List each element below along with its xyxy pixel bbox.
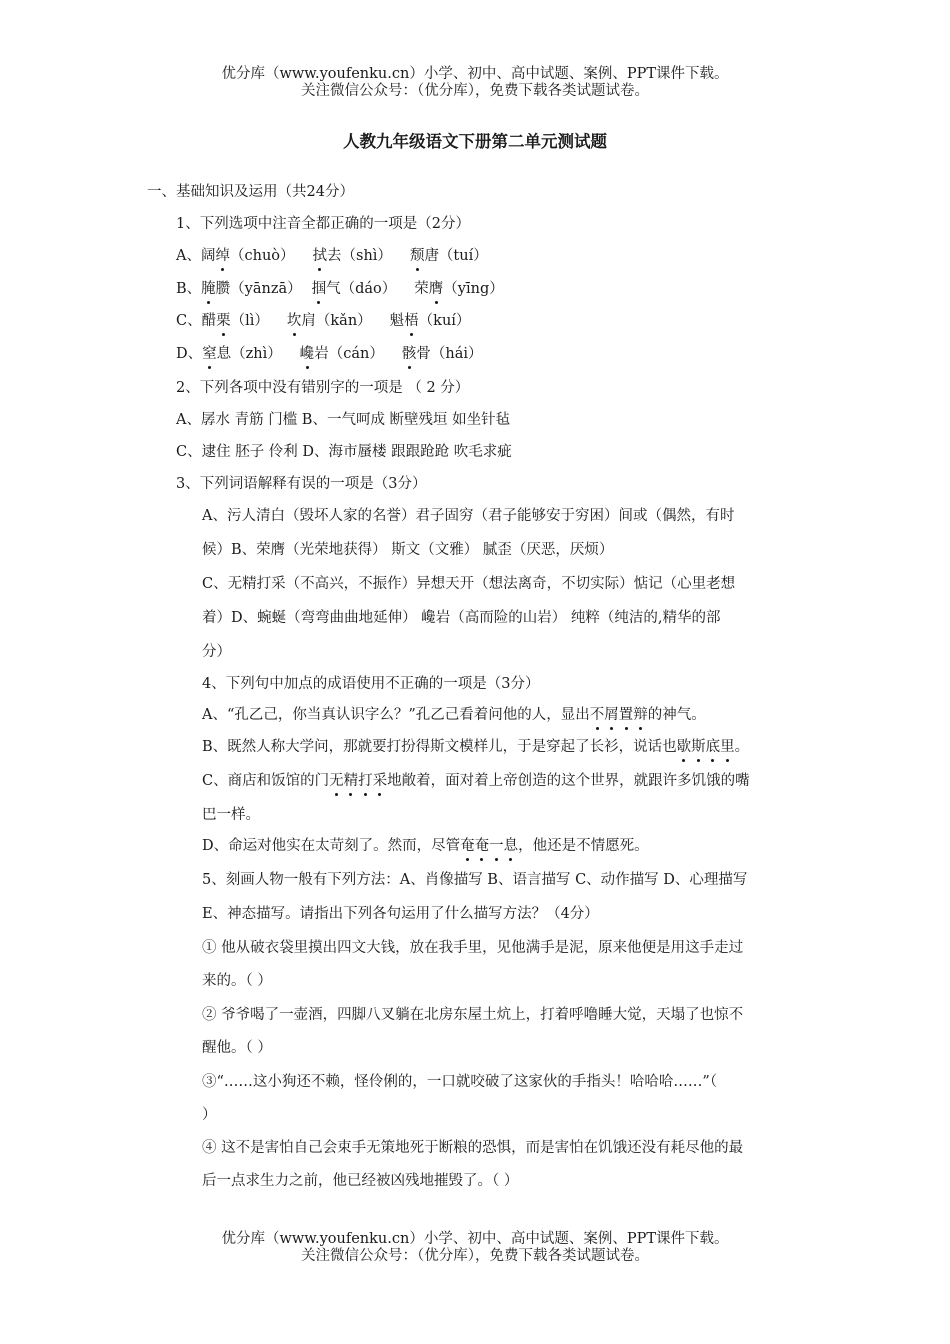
q4-option-c xyxy=(202,771,750,791)
q4a-pre: A、“孔乙己，你当真认识字么？”孔乙己看着问他的人，显出 xyxy=(202,707,590,723)
q1a-w2-rest: 去（shì） xyxy=(327,248,392,264)
q4b-pre: B、既然人称大学问，那就要打扮得斯文模样儿，于是穿起了长衫，说话也 xyxy=(202,739,677,755)
q5-item-4-line-2: 后一点求生力之前，他已经被凶残地摧毁了。（ ） xyxy=(202,1173,519,1189)
q4c-dot-4: 采 xyxy=(372,773,388,789)
q1c-w3-pinyin: （kuí） xyxy=(418,313,471,329)
q4-option-c-cont: 巴一样。 xyxy=(202,807,260,823)
q1-stem: 1、下列选项中注音全都正确的一项是（2分） xyxy=(176,216,470,232)
header-line-1: 优分库（www.youfenku.cn）小学、初中、高中试题、案例、PPT课件下载。 xyxy=(221,66,729,82)
q5-item-3-line-1: ③“……这小狗还不赖，怪伶俐的，一口就咬破了这家伙的手指头！哈哈哈……”（ xyxy=(202,1074,718,1090)
q1b-lead: B、 xyxy=(176,281,202,297)
q4a-dot-1: 不 xyxy=(589,707,605,723)
q3-line-4: 着）D、蜿蜒（弯弯曲曲地延伸） 巉岩（高而险的山岩） 纯粹（纯洁的,精华的部 xyxy=(202,610,721,626)
q1d-w2-dot: 巉 xyxy=(299,346,315,362)
q2-options-cd: C、逮住 胚子 伶利 D、海市蜃楼 跟跟跄跄 吹毛求疵 xyxy=(176,444,512,460)
q1-option-a xyxy=(176,246,488,266)
q4-stem: 4、下列句中加点的成语使用不正确的一项是（3分） xyxy=(202,676,540,692)
q1-option-c xyxy=(176,311,470,331)
q4c-post: 地敞着，面对着上帝创造的这个世界，就跟许多饥饿的嘴 xyxy=(387,773,750,789)
footer-line-2: 关注微信公众号：（优分库），免费下载各类试题试卷。 xyxy=(301,1248,649,1264)
q1b-w3-pinyin: （yīng） xyxy=(443,281,504,297)
q1c-w1-dot: 栗 xyxy=(216,313,231,329)
header-line-2: 关注微信公众号：（优分库），免费下载各类试题试卷。 xyxy=(301,83,649,99)
q4b-dot-4: 里 xyxy=(720,739,735,755)
q4d-dot-4: 息 xyxy=(503,838,519,854)
q4a-post: 的神气。 xyxy=(647,707,706,723)
page-header xyxy=(0,66,950,100)
q1a-w1-dot: 绰 xyxy=(215,248,230,264)
q3-line-1: A、污人清白（毁坏人家的名誉）君子固穷（君子能够安于穷困）间或（偶然，有时 xyxy=(202,508,735,524)
q4d-dot-2: 奄 xyxy=(474,838,490,854)
q1d-lead: D、 xyxy=(176,346,203,362)
q1a-w1-pinyin: （chuò） xyxy=(229,248,295,264)
q5-item-4-line-1: ④ 这不是害怕自己会束手无策地死于断粮的恐惧，而是害怕在饥饿还没有耗尽他的最 xyxy=(202,1140,744,1156)
q1c-w3-dot: 梧 xyxy=(404,313,419,329)
q2-options-ab: A、孱水 青筋 门槛 B、一气呵成 断壁残垣 如坐针毡 xyxy=(176,412,511,428)
page-footer xyxy=(0,1231,950,1265)
q1c-w2-rest: 肩（kǎn） xyxy=(301,313,372,329)
q4-option-d xyxy=(202,836,649,856)
q5-item-3-line-2: ） xyxy=(202,1107,217,1123)
q1c-lead: C、醋 xyxy=(176,313,217,329)
q4b-dot-1: 歇 xyxy=(676,739,692,755)
q4c-dot-1: 无 xyxy=(329,773,344,789)
q4-option-b xyxy=(202,737,749,757)
q4d-dot-1: 奄 xyxy=(460,838,475,854)
q1a-lead: A、阔 xyxy=(176,248,216,264)
q5-stem-1: 5、刻画人物一般有下列方法：A、肖像描写 B、语言描写 C、动作描写 D、心理描写 xyxy=(202,872,748,888)
q1c-w1-pinyin: （lì） xyxy=(230,313,269,329)
q4c-pre: C、商店和饭馆的门 xyxy=(202,773,330,789)
page-title: 人教九年级语文下册第二单元测试题 xyxy=(343,132,607,151)
q1b-w3-pre: 荣 xyxy=(414,281,429,297)
q4b-post: 。 xyxy=(734,739,750,755)
q1b-w2-dot: 掴 xyxy=(311,281,327,297)
q1d-w1-rest: 息（zhì） xyxy=(216,346,282,362)
q5-item-1-line-2: 来的。（ ） xyxy=(202,973,272,989)
q4a-dot-2: 屑 xyxy=(604,707,619,723)
q3-line-2: 候）B、荣膺（光荣地获得） 斯文（文雅） 腻歪（厌恶，厌烦） xyxy=(202,542,614,558)
q1d-w3-rest: 骨（hái） xyxy=(416,346,483,362)
q3-line-5: 分） xyxy=(202,644,231,660)
q1a-w2-dot: 拭 xyxy=(312,248,328,264)
q4d-post: ，他还是不情愿死。 xyxy=(518,838,649,854)
q5-item-2-line-2: 醒他。（ ） xyxy=(202,1040,272,1056)
q1c-w3-pre: 魁 xyxy=(389,313,405,329)
q1-option-d xyxy=(176,344,483,364)
q4d-dot-3: 一 xyxy=(489,838,504,854)
q4b-dot-3: 底 xyxy=(705,739,721,755)
q2-stem: 2、下列各项中没有错别字的一项是 （ 2 分） xyxy=(176,380,470,396)
q4c-dot-3: 打 xyxy=(358,773,373,789)
q5-item-2-line-1: ② 爷爷喝了一壶酒，四脚八叉躺在北房东屋土炕上，打着呼噜睡大觉，天塌了也惊不 xyxy=(202,1007,744,1023)
q3-stem: 3、下列词语解释有误的一项是（3分） xyxy=(176,476,427,492)
q1b-w1-rest: 臜（yānzā） xyxy=(215,281,302,297)
q1-option-b xyxy=(176,279,504,299)
q4b-dot-2: 斯 xyxy=(691,739,706,755)
q4a-dot-3: 置 xyxy=(618,707,634,723)
q4d-pre: D、命运对他实在太苛刻了。然而，尽管 xyxy=(202,838,461,854)
q1b-w3-dot: 膺 xyxy=(428,281,444,297)
footer-line-1: 优分库（www.youfenku.cn）小学、初中、高中试题、案例、PPT课件下载。 xyxy=(221,1231,729,1247)
q5-item-1-line-1: ① 他从破衣袋里摸出四文大钱，放在我手里，见他满手是泥，原来他便是用这手走过 xyxy=(202,940,744,956)
q1c-w2-dot: 坎 xyxy=(286,313,302,329)
q3-line-3: C、无精打采（不高兴，不振作）异想天开（想法离奇，不切实际）惦记（心里老想 xyxy=(202,576,736,592)
q5-stem-2: E、神态描写。请指出下列各句运用了什么描写方法？（4分） xyxy=(202,906,599,922)
q1b-w1-dot: 腌 xyxy=(201,281,216,297)
q4-option-a xyxy=(202,705,706,725)
q1d-w2-rest: 岩（cán） xyxy=(314,346,384,362)
q1a-w3-dot: 颓 xyxy=(409,248,425,264)
q1d-w3-dot: 骸 xyxy=(401,346,417,362)
section-heading: 一、基础知识及运用（共24分） xyxy=(147,184,354,200)
q4c-dot-2: 精 xyxy=(343,773,359,789)
q4a-dot-4: 辩 xyxy=(633,707,648,723)
q1a-w3-rest: 唐（tuí） xyxy=(424,248,488,264)
q1b-w2-rest: 气（dáo） xyxy=(326,281,397,297)
q1d-w1-dot: 窒 xyxy=(202,346,217,362)
